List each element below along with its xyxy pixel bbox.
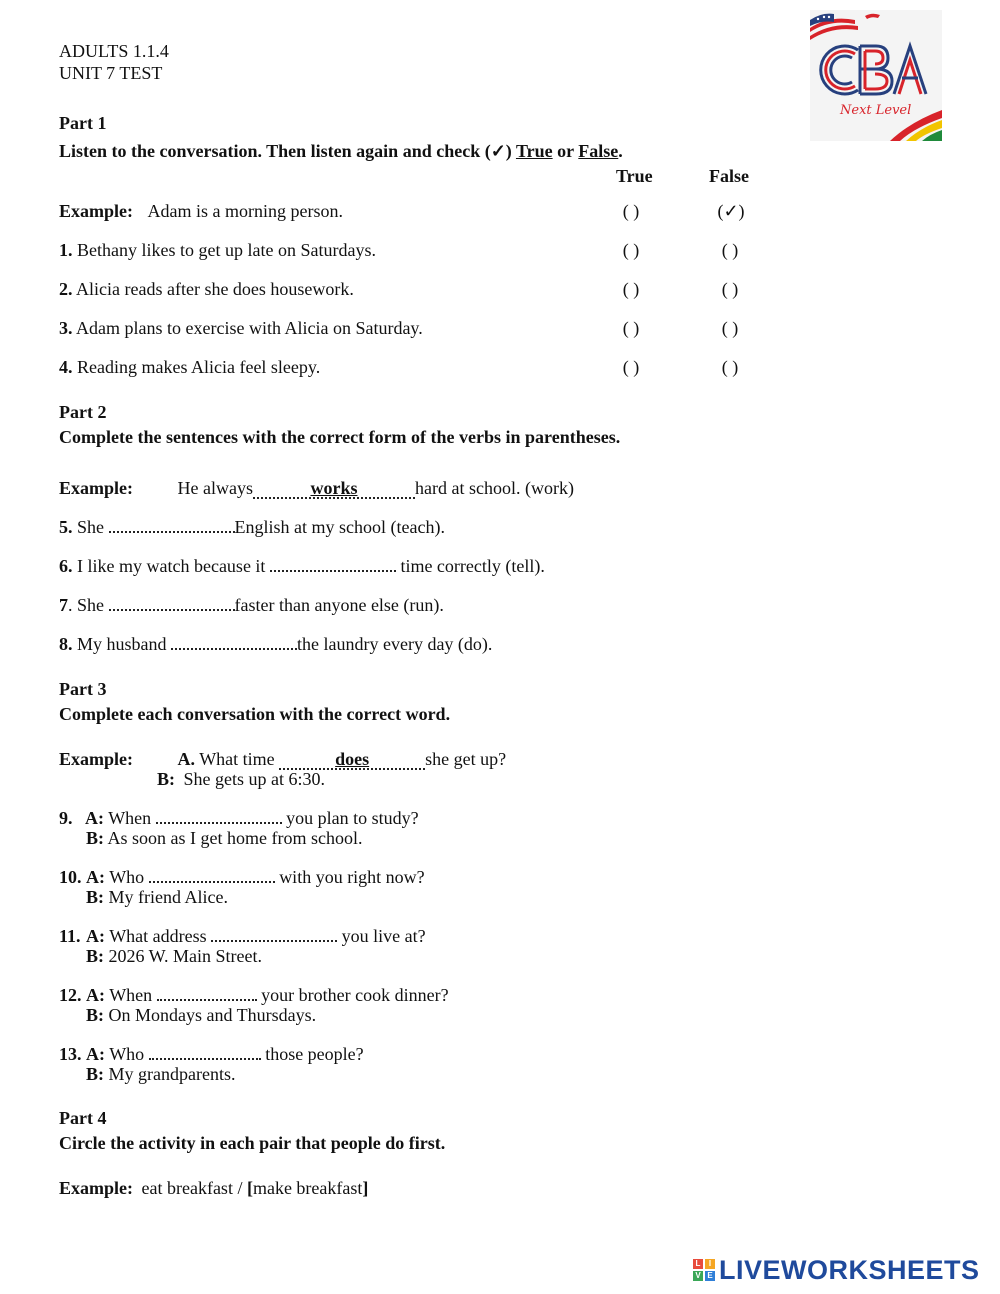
example-label: Example: [59, 1178, 133, 1198]
question-end: you live at? [341, 926, 426, 946]
true-checkbox[interactable]: ( ) [622, 240, 640, 260]
example-sentence-start: He always [177, 478, 253, 498]
example-question-end: she get up? [425, 749, 507, 769]
logo-letter-a [894, 46, 926, 94]
logo-tagline: Next Level [840, 103, 912, 118]
conversation-number: 13. [59, 1044, 82, 1064]
sentence-number: 8. [59, 634, 73, 654]
conversation-a-line [59, 867, 425, 888]
false-checkbox[interactable]: ( ) [721, 279, 739, 299]
speaker-b-label: B: [86, 1005, 104, 1025]
part3-example-b [157, 769, 325, 790]
course-code: ADULTS 1.1.4 [59, 41, 169, 61]
example-first-activity: eat breakfast / [141, 1178, 243, 1198]
part3-title: Part 3 [59, 679, 107, 699]
reply-text: My friend Alice. [108, 887, 228, 907]
statement-number: 2. [59, 279, 73, 299]
conversation-b-line [86, 1005, 316, 1026]
example-question-start: What time [199, 749, 275, 769]
part4-title: Part 4 [59, 1108, 107, 1128]
true-checkbox[interactable]: ( ) [622, 318, 640, 338]
sentence-start: She [77, 517, 104, 537]
part3-example-a [59, 749, 506, 770]
answer-blank[interactable] [157, 985, 257, 1001]
us-flag-decoration [810, 14, 880, 40]
reply-text: As soon as I get home from school. [107, 828, 363, 848]
part1-instruction-false: False [578, 141, 619, 161]
conversation-b-line [86, 887, 228, 908]
question-end: you plan to study? [286, 808, 419, 828]
answer-blank[interactable] [156, 808, 282, 824]
conversation-a-line [59, 808, 419, 829]
example-label: Example: [59, 478, 133, 498]
example-label: Example: [59, 201, 133, 221]
speaker-a-label: A: [86, 1044, 105, 1064]
statement-number: 1. [59, 240, 73, 260]
false-checkbox[interactable]: ( ) [721, 357, 739, 377]
part1-instruction-or: or [552, 141, 579, 161]
sentence-row [59, 595, 444, 616]
statement-text: Reading makes Alicia feel sleepy. [77, 357, 321, 377]
example-reply: She gets up at 6:30. [183, 769, 325, 789]
part4-instruction: Circle the activity in each pair that people do first. [59, 1133, 446, 1153]
reply-text: My grandparents. [108, 1064, 236, 1084]
speaker-a-label: A. [177, 749, 195, 769]
part1-instruction [59, 141, 623, 162]
conversation-a-line [59, 1044, 364, 1065]
conversation-number: 11. [59, 926, 81, 946]
part2-title: Part 2 [59, 402, 107, 422]
sentence-row [59, 634, 492, 655]
column-true-header: True [616, 166, 653, 186]
example-true-mark: ( ) [622, 201, 640, 221]
answer-blank[interactable] [171, 634, 297, 650]
example-sentence-end: hard at school. (work) [414, 478, 574, 498]
sentence-end: time correctly (tell). [400, 556, 545, 576]
part2-instruction: Complete the sentences with the correct form of the verbs in parentheses. [59, 427, 621, 447]
example-answer: works [253, 479, 415, 499]
statement-text: Bethany likes to get up late on Saturdays. [77, 240, 376, 260]
liveworksheets-wordmark: LIVEWORKSHEETS [719, 1254, 980, 1285]
sentence-row [59, 517, 445, 538]
speaker-b-label: B: [86, 887, 104, 907]
statement-row [59, 318, 423, 339]
bracket-open: [ [246, 1178, 253, 1198]
part1-instruction-text: Listen to the conversation. Then listen again and check (✓) [59, 141, 516, 161]
example-answer: does [279, 750, 425, 770]
answer-blank[interactable] [211, 926, 337, 942]
statement-row [59, 279, 354, 300]
question-start: Who [109, 867, 145, 887]
speaker-b-label: B: [86, 828, 104, 848]
part1-instruction-end: . [618, 141, 623, 161]
speaker-b-label: B: [157, 769, 175, 789]
statement-text: Adam plans to exercise with Alicia on Saturday. [76, 318, 423, 338]
conversation-b-line [86, 946, 262, 967]
sentence-end: English at my school (teach). [234, 517, 445, 537]
cba-logo-graphic [810, 10, 942, 141]
speaker-b-label: B: [86, 946, 104, 966]
sentence-row [59, 556, 545, 577]
statement-text: Alicia reads after she does housework. [76, 279, 354, 299]
liveworksheets-icon: L I V E [693, 1259, 715, 1281]
column-false-header: False [709, 166, 749, 186]
bracket-close: ] [362, 1178, 369, 1198]
conversation-b-line [86, 828, 362, 849]
conversation-number: 12. [59, 985, 82, 1005]
example-statement: Adam is a morning person. [147, 201, 343, 221]
test-title: UNIT 7 TEST [59, 63, 163, 83]
question-start: When [108, 808, 152, 828]
part3-instruction: Complete each conversation with the correct word. [59, 704, 451, 724]
question-end: your brother cook dinner? [261, 985, 449, 1005]
true-checkbox[interactable]: ( ) [622, 357, 640, 377]
question-start: When [109, 985, 153, 1005]
conversation-number: 9. [59, 808, 73, 828]
cba-logo [810, 10, 942, 141]
false-checkbox[interactable]: ( ) [721, 240, 739, 260]
false-checkbox[interactable]: ( ) [721, 318, 739, 338]
part1-example [59, 201, 343, 222]
speaker-a-label: A: [86, 985, 105, 1005]
reply-text: 2026 W. Main Street. [108, 946, 262, 966]
sentence-end: faster than anyone else (run). [234, 595, 444, 615]
question-start: What address [109, 926, 207, 946]
answer-blank[interactable] [109, 595, 235, 611]
part1-instruction-true: True [515, 141, 553, 161]
part2-example [59, 478, 574, 499]
true-checkbox[interactable]: ( ) [622, 279, 640, 299]
sentence-number: 7 [59, 595, 68, 615]
sentence-number: 5. [59, 517, 73, 537]
sentence-start: My husband [77, 634, 167, 654]
question-end: those people? [265, 1044, 364, 1064]
statement-row [59, 240, 376, 261]
answer-blank[interactable] [149, 867, 275, 883]
conversation-b-line [86, 1064, 235, 1085]
part1-title: Part 1 [59, 113, 107, 133]
speaker-b-label: B: [86, 1064, 104, 1084]
answer-blank[interactable] [270, 556, 396, 572]
statement-row [59, 357, 320, 378]
speaker-a-label: A: [86, 926, 105, 946]
question-start: Who [109, 1044, 145, 1064]
question-end: with you right now? [279, 867, 425, 887]
example-label: Example: [59, 749, 133, 769]
sentence-start: I like my watch because it [77, 556, 266, 576]
logo-letter-c [821, 46, 858, 94]
conversation-number: 10. [59, 867, 82, 887]
conversation-a-line [59, 926, 426, 947]
example-false-mark: (✓) [717, 201, 745, 221]
liveworksheets-brand [693, 1254, 980, 1286]
logo-letter-b [860, 46, 892, 94]
speaker-a-label: A: [86, 867, 105, 887]
sentence-number: 6. [59, 556, 73, 576]
sentence-start: . She [68, 595, 104, 615]
reply-text: On Mondays and Thursdays. [108, 1005, 317, 1025]
sentence-end: the laundry every day (do). [297, 634, 493, 654]
example-circled-activity: make breakfast [252, 1178, 363, 1198]
statement-number: 3. [59, 318, 73, 338]
statement-number: 4. [59, 357, 73, 377]
conversation-a-line [59, 985, 449, 1006]
answer-blank[interactable] [109, 517, 235, 533]
answer-blank[interactable] [149, 1044, 261, 1060]
speaker-a-label: A: [85, 808, 104, 828]
part4-example [59, 1178, 368, 1199]
